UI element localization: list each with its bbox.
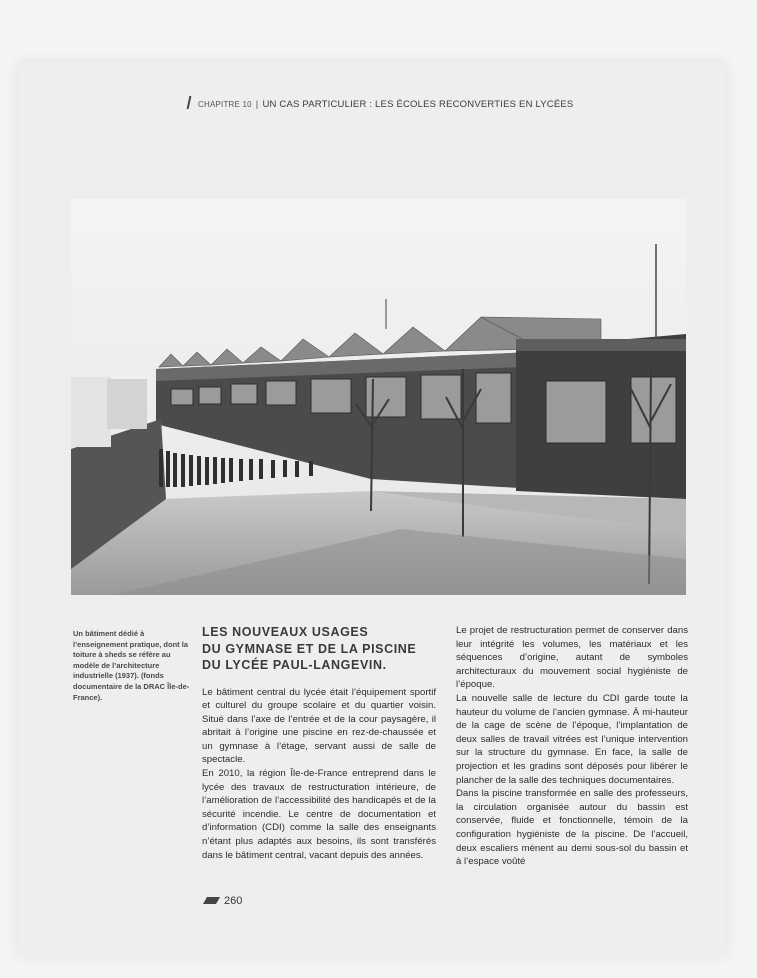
article-title-line: DU GYMNASE ET DE LA PISCINE xyxy=(202,641,417,656)
page-number: 260 xyxy=(224,895,243,907)
article-column-2 xyxy=(456,624,688,869)
photo-caption: Un bâtiment dédié à l’enseignement pratique, dont la toiture à sheds se réfère au modèle de l’architecture industrielle (1937). (fonds documentaire de la DRAC Île-de-France). xyxy=(73,629,190,702)
running-header xyxy=(188,96,573,110)
article-paragraph: Le bâtiment central du lycée était l’équipement sportif et culturel du groupe scolaire et du quartier voisin. Situé dans l’axe de l’entrée et de la cour paysagère, il abritait à l’origine une piscine en rez-de-chaussée et un gymnase à l’étage, servant aussi de salle de spectacle. xyxy=(202,686,436,766)
article-paragraph: La nouvelle salle de lecture du CDI garde toute la hauteur du volume de l’ancien gymnase. À mi-hauteur de la cage de scène de l’époque, l’implantation de deux salles de travail vitrées est l’unique intervention sur la structure du gymnase. En face, la salle de projection et les gradins sont déposés pour libérer le plancher de la salle des techniques documentaires. xyxy=(456,692,688,786)
page-footer xyxy=(205,895,242,907)
chapter-title: UN CAS PARTICULIER : LES ÉCOLES RECONVERTIES EN LYCÉES xyxy=(262,99,574,110)
page-number-mark xyxy=(203,897,220,904)
historic-photo xyxy=(71,199,686,595)
article-paragraph: Le projet de restructuration permet de conserver dans leur intégrité les volumes, les matériaux et les séquences d’origine, autant de symboles architecturaux du mouvement social hygiéniste de l’époque. xyxy=(456,625,688,691)
header-separator: | xyxy=(255,99,259,110)
article-paragraph: En 2010, la région Île-de-France entreprend dans le lycée des travaux de restructuration intérieure, de l’amélioration de l’accessibilité des handicapés et de la sécurité incendie. Le centre de documentation et d’information (CDI) comme la salle des enseignants n’étant plus adaptés aux besoins, ils sont transférés dans le bâtiment central, vacant depuis des années. xyxy=(202,768,436,861)
article-paragraph: Dans la piscine transformée en salle des professeurs, la circulation organisée autour du bassin est conservée, fluide et fonctionnelle, témoin de la configuration hygiéniste de la piscine. De l’accueil, deux escaliers mènent au demi sous-sol du bassin et à l’espace voûté xyxy=(456,788,688,868)
lycee-building-photo xyxy=(71,199,686,595)
chapter-number: CHAPITRE 10 xyxy=(198,100,252,109)
article-title-line: LES NOUVEAUX USAGES xyxy=(202,625,369,639)
header-slash-mark xyxy=(187,96,192,109)
article-title xyxy=(202,624,436,674)
article-title-line: DU LYCÉE PAUL-LANGEVIN. xyxy=(202,658,387,672)
article-column-1 xyxy=(202,624,436,862)
